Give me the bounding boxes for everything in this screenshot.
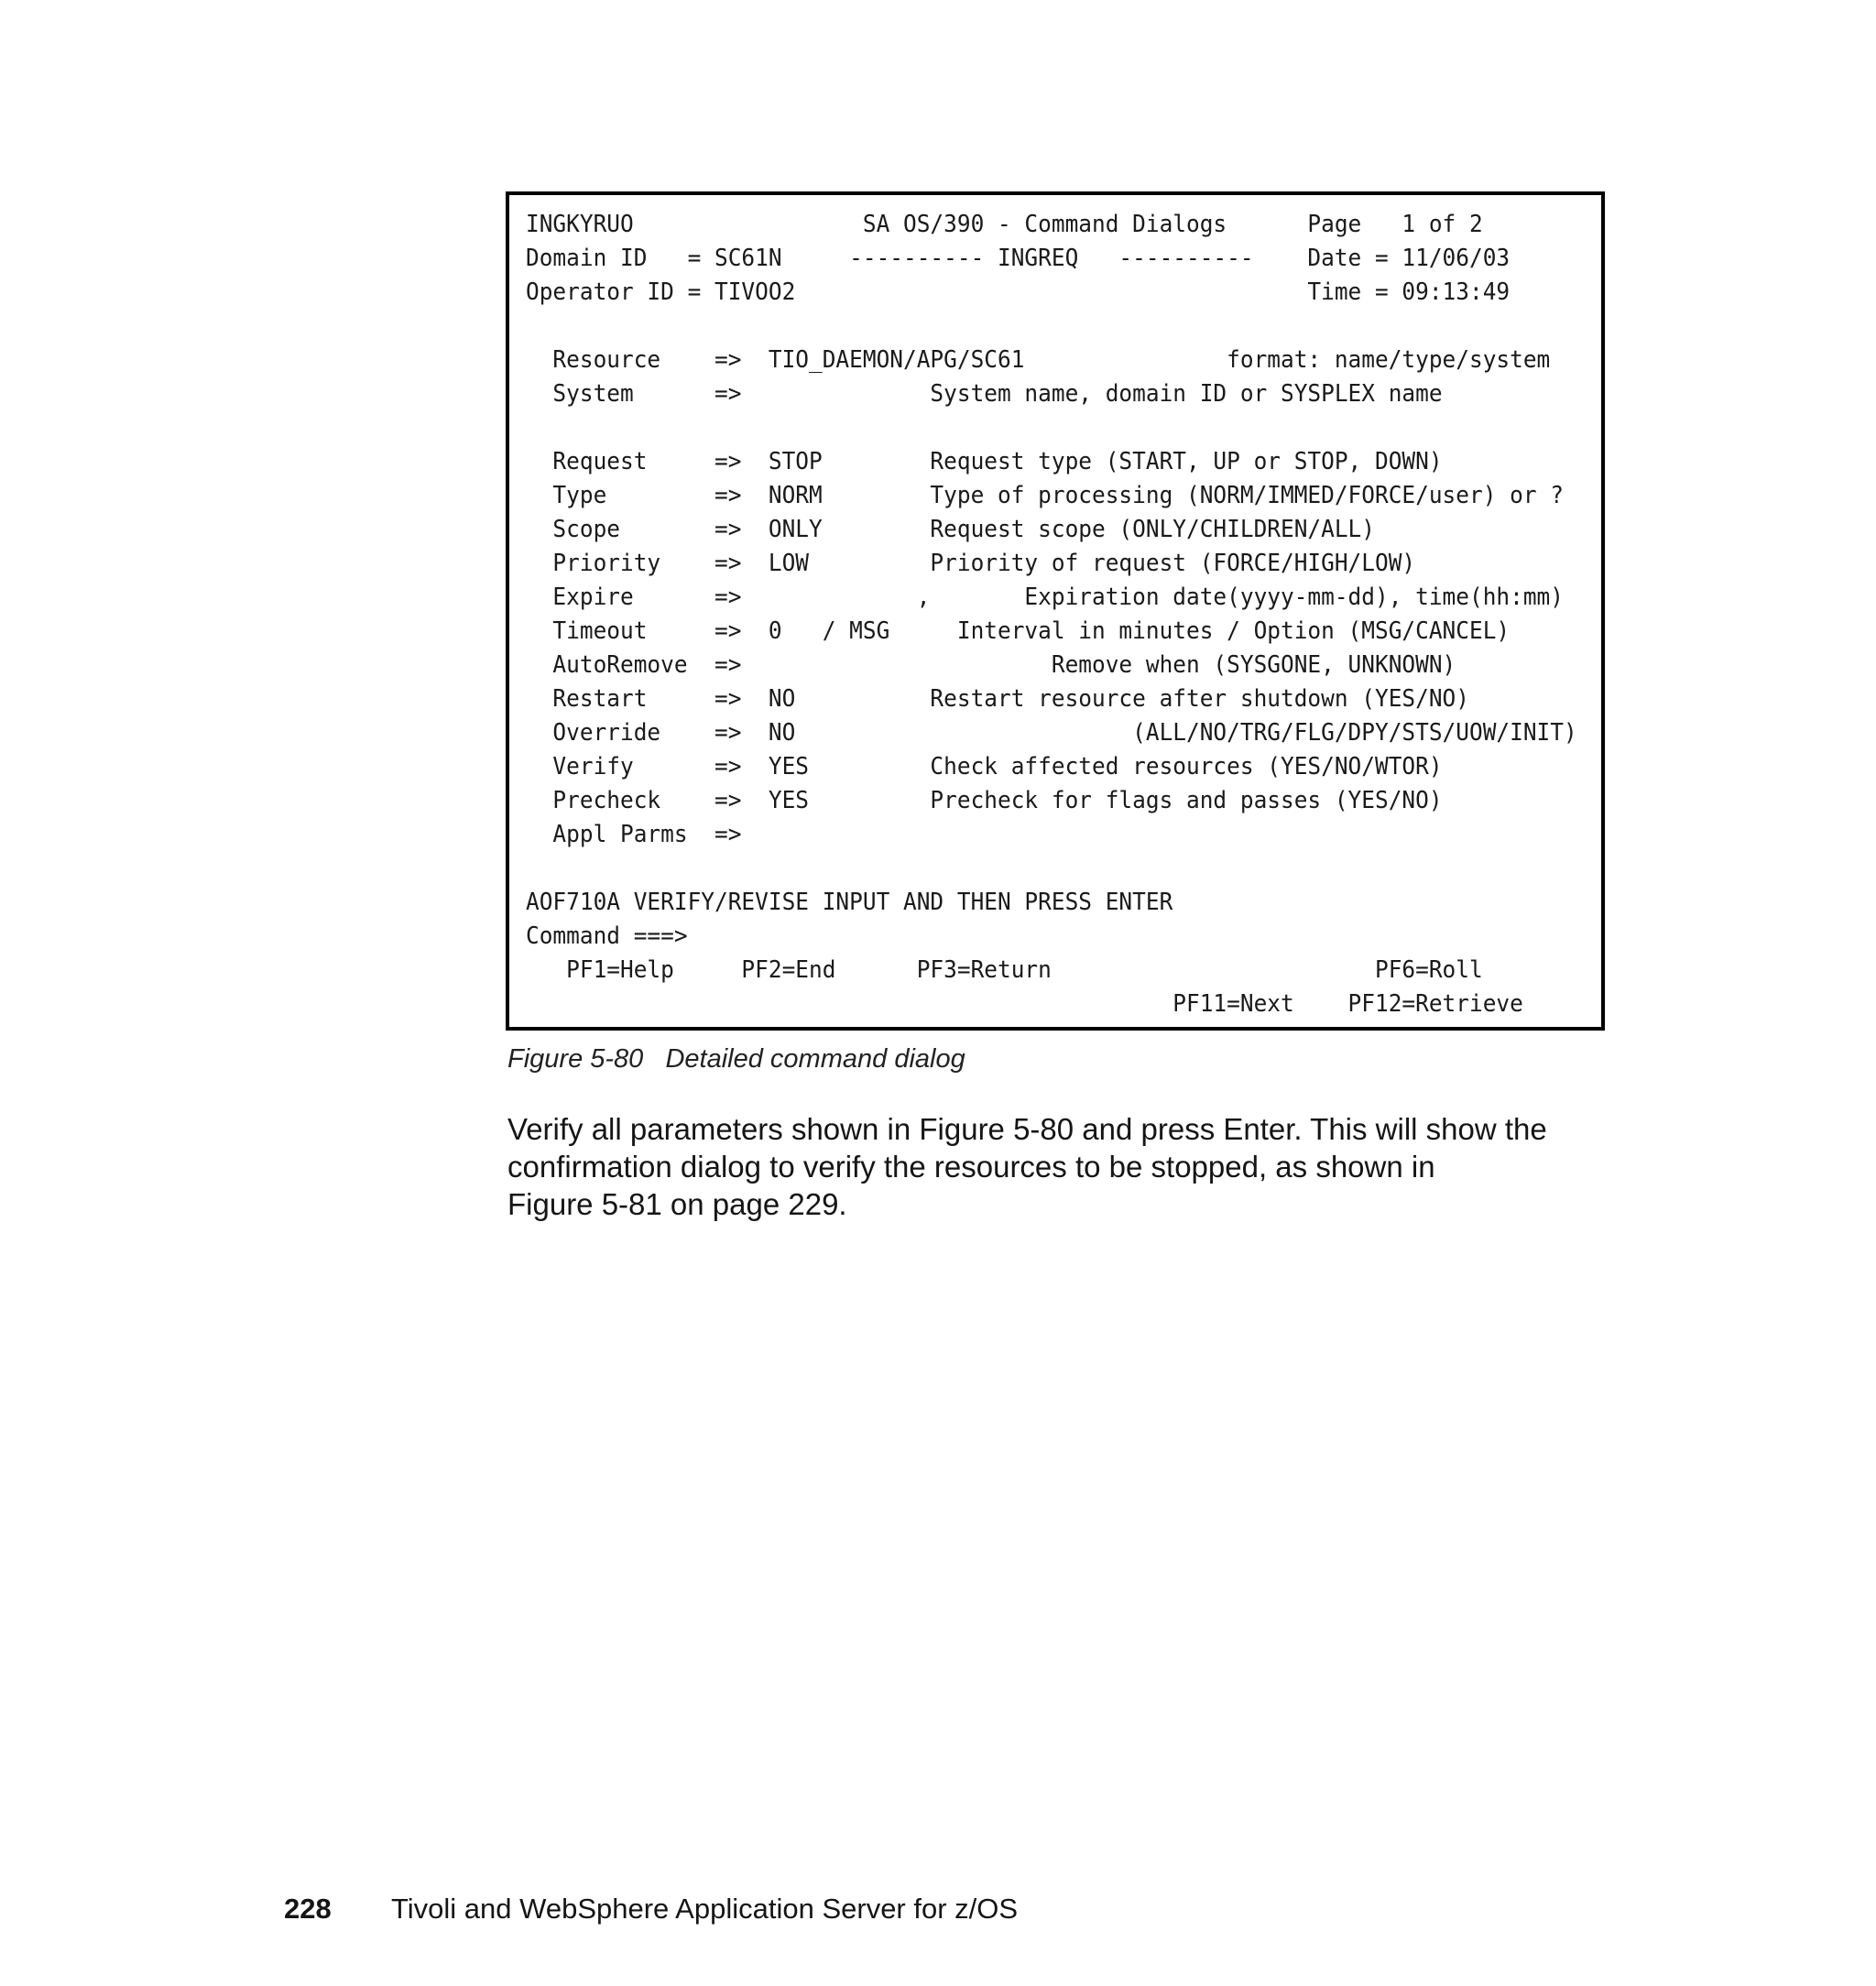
page-footer — [284, 1893, 1018, 1926]
field-system[interactable]: System => System name, domain ID or SYSPLEX name — [526, 380, 1443, 408]
screen-line-blank — [526, 411, 1577, 445]
field-precheck[interactable]: Precheck => YES Precheck for flags and passes (YES/NO) — [526, 787, 1443, 814]
status-message: AOF710A VERIFY/REVISE INPUT AND THEN PRESS ENTER — [526, 889, 1173, 916]
field-priority[interactable]: Priority => LOW Priority of request (FORCE/HIGH/LOW) — [526, 550, 1416, 577]
field-verify[interactable]: Verify => YES Check affected resources (YES/NO/WTOR) — [526, 753, 1443, 780]
field-restart[interactable]: Restart => NO Restart resource after shutdown (YES/NO) — [526, 685, 1469, 713]
screen-line-domain: Domain ID = SC61N ---------- INGREQ ---------- Date = 11/06/03 — [526, 245, 1511, 272]
field-request[interactable]: Request => STOP Request type (START, UP or STOP, DOWN) — [526, 448, 1443, 475]
body-line: confirmation dialog to verify the resources to be stopped, as shown in — [507, 1150, 1435, 1184]
command-input[interactable]: Command ===> — [526, 922, 688, 950]
field-expire[interactable]: Expire => , Expiration date(yyyy-mm-dd), time(hh:mm) — [526, 584, 1564, 611]
command-dialog-screen — [506, 191, 1605, 1031]
field-scope[interactable]: Scope => ONLY Request scope (ONLY/CHILDREN/ALL) — [526, 516, 1376, 543]
screen-line-header: INGKYRUO SA OS/390 - Command Dialogs Page 1 of 2 — [526, 211, 1483, 238]
body-paragraph — [507, 1110, 1643, 1223]
body-line: Verify all parameters shown in Figure 5-80 and press Enter. This will show the — [507, 1112, 1547, 1146]
field-type[interactable]: Type => NORM Type of processing (NORM/IMMED/FORCE/user) or ? — [526, 482, 1564, 509]
screen-line-blank — [526, 852, 1577, 886]
pf-keys-row-1[interactable]: PF1=Help PF2=End PF3=Return PF6=Roll — [526, 956, 1483, 984]
screen-line-operator: Operator ID = TIVOO2 Time = 09:13:49 — [526, 278, 1511, 306]
page-number: 228 — [284, 1893, 332, 1925]
body-line: Figure 5-81 on page 229. — [507, 1187, 847, 1221]
screen-text — [526, 208, 1577, 1021]
pf-keys-row-2[interactable]: PF11=Next PF12=Retrieve — [526, 990, 1523, 1018]
field-appl-parms[interactable]: Appl Parms => — [526, 821, 742, 848]
field-autoremove[interactable]: AutoRemove => Remove when (SYSGONE, UNKNOWN) — [526, 651, 1456, 679]
book-title: Tivoli and WebSphere Application Server for z/OS — [391, 1893, 1019, 1925]
figure-caption: Figure 5-80 Detailed command dialog — [507, 1044, 965, 1074]
screen-line-blank — [526, 310, 1577, 344]
field-override[interactable]: Override => NO (ALL/NO/TRG/FLG/DPY/STS/UOW/INIT) — [526, 719, 1577, 747]
field-resource[interactable]: Resource => TIO_DAEMON/APG/SC61 format: name/type/system — [526, 346, 1551, 374]
field-timeout[interactable]: Timeout => 0 / MSG Interval in minutes / Option (MSG/CANCEL) — [526, 617, 1511, 645]
